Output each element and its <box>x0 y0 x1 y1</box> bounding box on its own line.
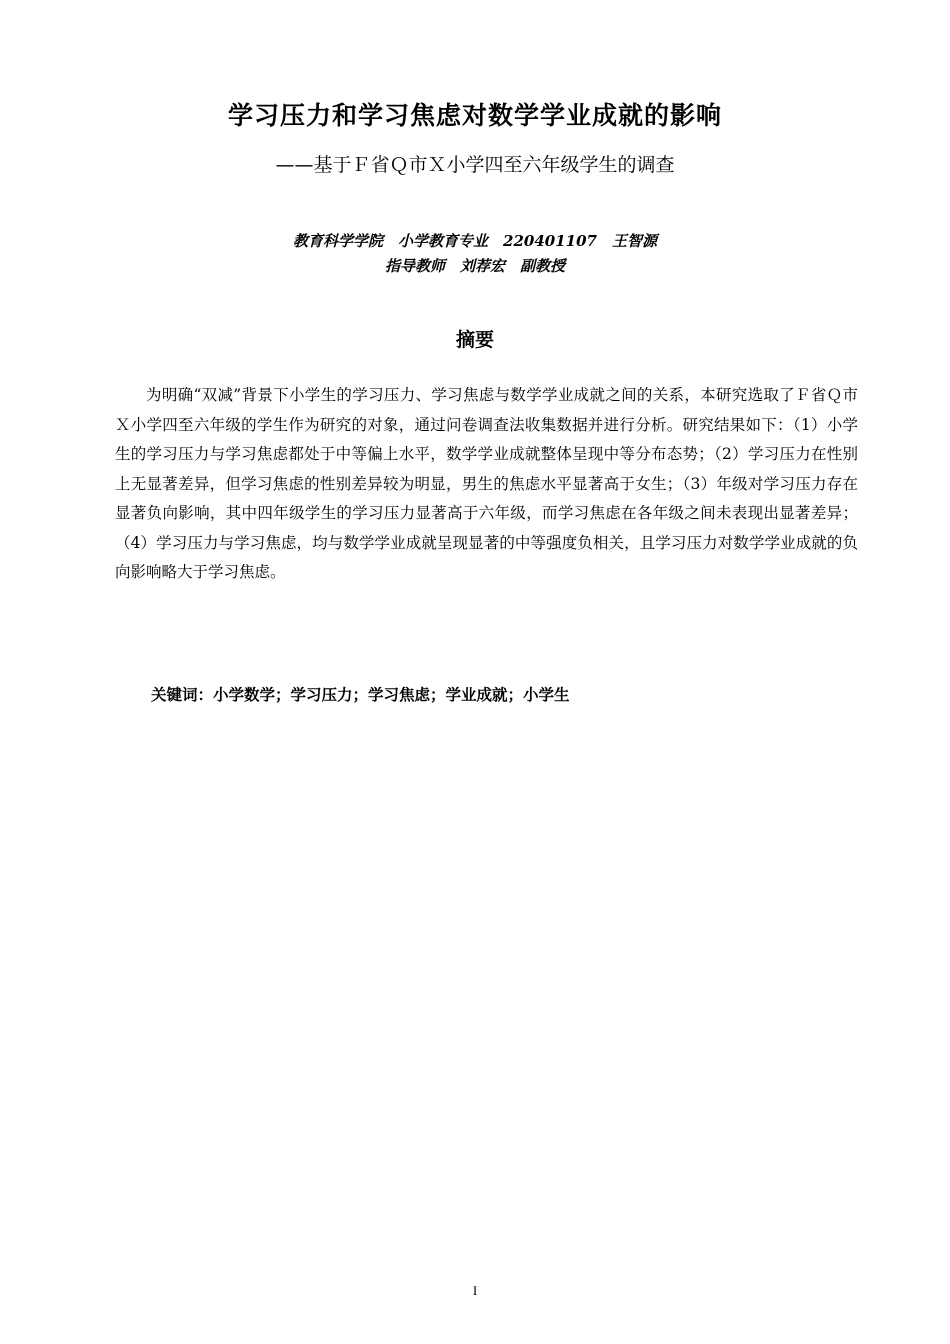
keywords-line: 关键词：小学数学；学习压力；学习焦虑；学业成就；小学生 <box>151 686 570 704</box>
paper-subtitle: ——基于Ｆ省Ｑ市Ｘ小学四至六年级学生的调查 <box>275 154 675 176</box>
abstract-paragraph: 为明确“双减”背景下小学生的学习压力、学习焦虑与数学学业成就之间的关系，本研究选取了Ｆ省Ｑ市Ｘ小学四至六年级的学生作为研究的对象，通过问卷调查法收集数据并进行分析。研究结果如下：（1）小学生的学习压力与学习焦虑都处于中等偏上水平，数学学业成就整体呈现中等分布态势；（2）学习压力在性别上无显著差异，但学习焦虑的性别差异较为明显，男生的焦虑水平显著高于女生；（3）年级对学习压力存在显著负向影响，其中四年级学生的学习压力显著高于六年级，而学习焦虑在各年级之间未表现出显著差异；（4）学习压力与学习焦虑，均与数学学业成就呈现显著的中等强度负相关，且学习压力对数学学业成就的负向影响略大于学习焦虑。 <box>115 386 858 581</box>
abstract-heading: 摘要 <box>455 329 494 351</box>
paper-title: 学习压力和学习焦虑对数学学业成就的影响 <box>227 101 722 130</box>
author-info-line: 教育科学学院 小学教育专业 220401107 王智源 <box>293 232 657 250</box>
advisor-info-line: 指导教师 刘荐宏 副教授 <box>384 257 565 275</box>
page-number: I <box>472 1283 478 1298</box>
